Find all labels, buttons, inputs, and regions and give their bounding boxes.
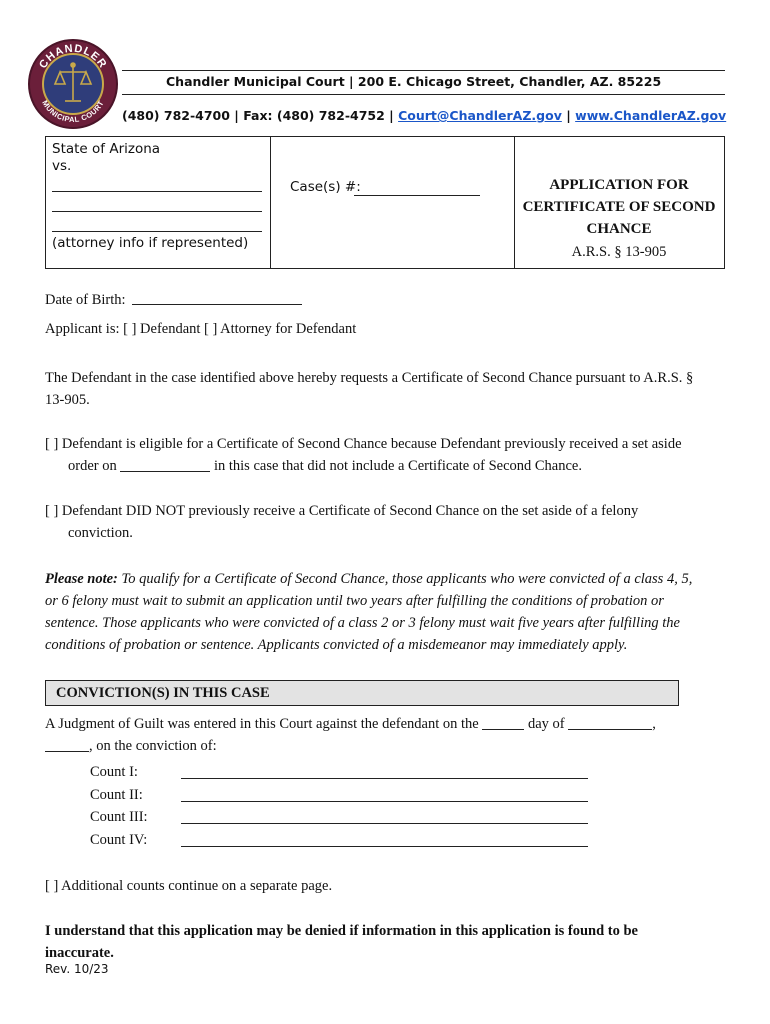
applicant-type[interactable]: Applicant is: [ ] Defendant [ ] Attorney for Defendant [45,321,357,337]
dob-field[interactable] [132,304,302,305]
court-email-link[interactable]: Court@ChandlerAZ.gov [398,108,562,123]
form-title-line-1: APPLICATION FOR [549,177,689,193]
set-aside-date-field[interactable] [120,457,210,472]
seal-bottom-text: MUNICIPAL COURT [40,98,106,125]
caption-title-cell [514,137,724,268]
versus-label: vs. [52,158,72,174]
count-2-field[interactable] [181,801,588,802]
convictions-heading-box [45,680,679,706]
count-2-label: Count II: [90,787,143,803]
count-1-label: Count I: [90,764,138,780]
option-set-aside-line-2 [68,455,582,477]
judgment-year-field[interactable] [45,737,89,752]
caption-case-number-cell [270,137,515,268]
court-address: Chandler Municipal Court | 200 E. Chicago Street, Chandler, AZ. 85225 [166,74,662,89]
form-title-line-2: CERTIFICATE OF SECOND [522,199,716,215]
note-line-2: or 6 felony must wait to submit an application until two years after fulfilling the conditions of probation or [45,593,664,609]
header-rule-middle [122,94,725,95]
acknowledgement-line-2: inaccurate. [45,945,114,961]
count-3-label: Count III: [90,809,148,825]
convictions-heading: CONVICTION(S) IN THIS CASE [56,685,270,701]
count-4-label: Count IV: [90,832,148,848]
count-3-field[interactable] [181,823,588,824]
form-title-line-3: CHANCE [586,221,652,237]
header-rule-top [122,70,725,71]
court-phone-fax: (480) 782-4700 | Fax: (480) 782-4752 | [122,108,394,123]
judgment-line-2 [45,735,217,757]
case-number-label: Case(s) #: [290,179,361,195]
judgment-month-field[interactable] [568,715,652,730]
judgment-line-1 [45,713,656,735]
caption-parties-cell [46,137,271,268]
case-number-field[interactable] [354,195,480,196]
acknowledgement-line-1: I understand that this application may be denied if information in this application is found to be [45,923,638,939]
count-4-field[interactable] [181,846,588,847]
dob-label: Date of Birth: [45,292,126,308]
defendant-line-2[interactable] [52,211,262,212]
statute-reference: A.R.S. § 13-905 [571,244,667,260]
option-no-certificate-line-2: conviction. [68,525,133,541]
note-line-1: To qualify for a Certificate of Second Chance, those applicants who were convicted of a class 4, 5, [121,571,693,587]
note-line-3: sentence. Those applicants who were convicted of a class 2 or 3 felony must wait five years after fulfilling the [45,615,680,631]
option-set-aside-continued: in this case that did not include a Certificate of Second Chance. [213,458,582,474]
count-1-field[interactable] [181,778,588,779]
judgment-day-of-label: day of [527,716,565,732]
revision-date: Rev. 10/23 [45,962,109,976]
option-order-on-label: order on [68,458,117,474]
case-caption-table [45,136,725,269]
option-no-certificate-checkbox[interactable]: [ ] Defendant DID NOT previously receive a Certificate of Second Chance on the set aside of a felony [45,503,639,519]
defendant-name-line[interactable] [52,191,262,192]
option-set-aside-checkbox[interactable]: [ ] Defendant is eligible for a Certificate of Second Chance because Defendant previously received a set aside [45,436,682,452]
please-note-label: Please note: [45,571,118,587]
note-line-4: conditions of probation or sentence. Applicants convicted of a misdemeanor may immediately apply. [45,637,628,653]
attorney-info-note: (attorney info if represented) [52,235,249,251]
request-line-2: 13-905. [45,392,90,408]
court-seal [27,38,119,130]
court-contact [122,108,726,123]
additional-counts-checkbox[interactable]: [ ] Additional counts continue on a separate page. [45,878,333,894]
judgment-intro: A Judgment of Guilt was entered in this Court against the defendant on the [45,716,479,732]
judgment-comma: , [652,716,656,732]
seal-top-text: CHANDLER [36,42,110,71]
court-website-link[interactable]: www.ChandlerAZ.gov [575,108,727,123]
please-note-paragraph [45,568,745,656]
judgment-conviction-of: , on the conviction of: [89,738,217,754]
state-of-arizona: State of Arizona [52,141,161,157]
judgment-day-field[interactable] [482,715,524,730]
request-line-1: The Defendant in the case identified above hereby requests a Certificate of Second Chance pursuant to A.R.S. § [45,370,694,386]
attorney-info-line[interactable] [52,231,262,232]
contact-separator: | [566,108,571,123]
